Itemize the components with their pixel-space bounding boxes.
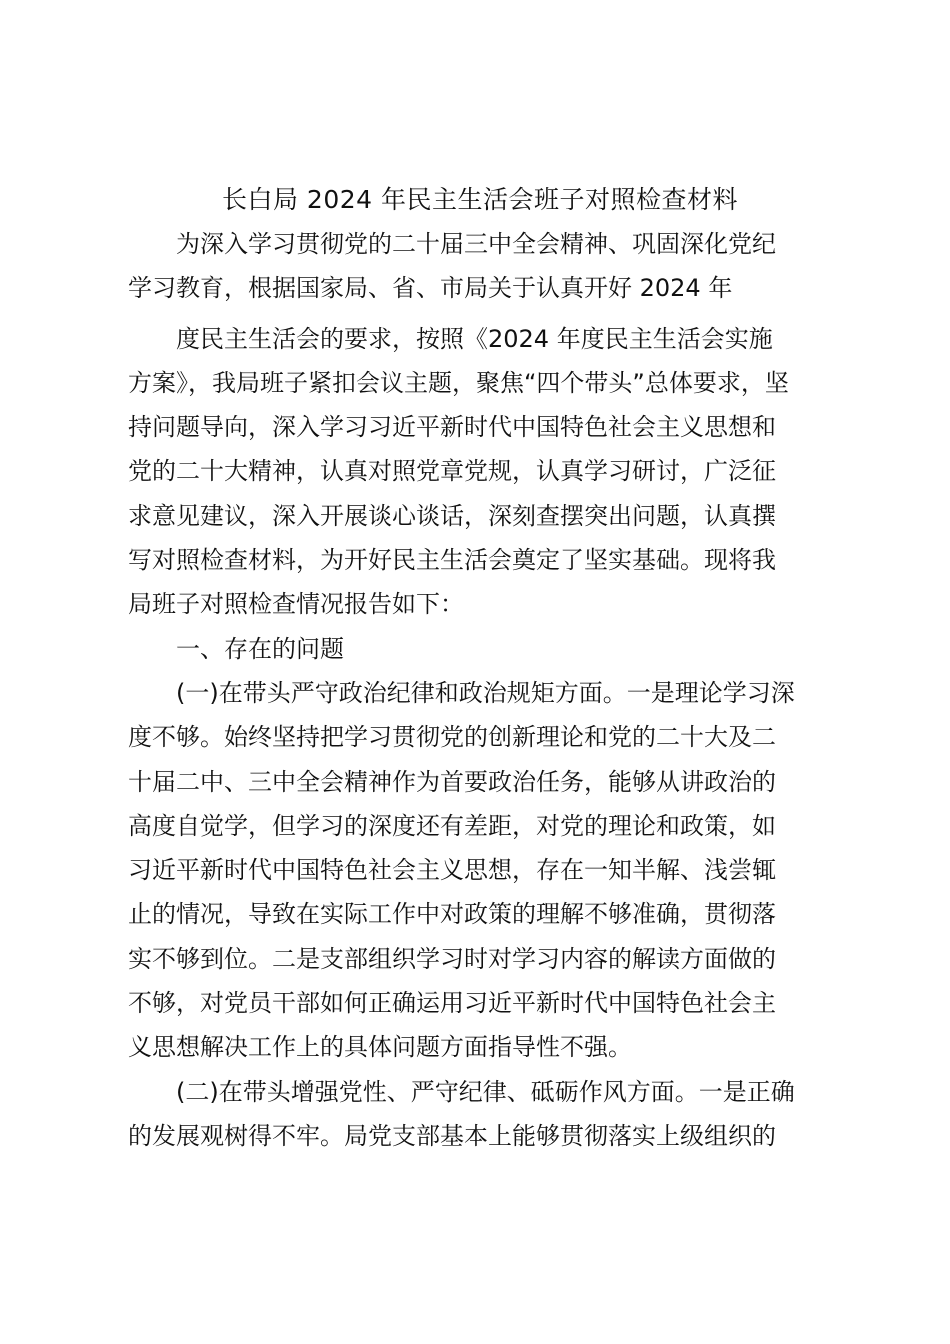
text-line: 实不够到位。二是支部组织学习时对学习内容的解读方面做的 — [128, 944, 776, 973]
section-heading: 一、存在的问题 — [176, 634, 344, 663]
text-line: 度不够。始终坚持把学习贯彻党的创新理论和党的二十大及二 — [128, 723, 776, 752]
text-line: 不够，对党员干部如何正确运用习近平新时代中国特色社会主 — [128, 989, 776, 1018]
intro-paragraph-continued — [128, 317, 822, 627]
text-line: (一)在带头严守政治纪律和政治规矩方面。一是理论学习深 — [176, 678, 795, 707]
text-line: (二)在带头增强党性、严守纪律、砥砺作风方面。一是正确 — [176, 1077, 795, 1106]
problem-item-2 — [128, 1070, 822, 1159]
document-title: 长白局 2024 年民主生活会班子对照检查材料 — [221, 185, 739, 214]
text-line: 党的二十大精神，认真对照党章党规，认真学习研讨，广泛征 — [128, 457, 776, 486]
document-body — [128, 178, 822, 1158]
text-line: 高度自觉学，但学习的深度还有差距，对党的理论和政策，如 — [128, 811, 776, 840]
text-line: 止的情况，导致在实际工作中对政策的理解不够准确，贯彻落 — [128, 900, 776, 929]
text-line: 求意见建议，深入开展谈心谈话，深刻查摆突出问题，认真撰 — [128, 501, 776, 530]
text-line: 持问题导向，深入学习习近平新时代中国特色社会主义思想和 — [128, 413, 776, 442]
text-line: 方案》，我局班子紧扣会议主题，聚焦“四个带头”总体要求，坚 — [128, 368, 789, 397]
text-line: 为深入学习贯彻党的二十届三中全会精神、巩固深化党纪 — [176, 230, 776, 258]
text-line: 度民主生活会的要求，按照《2024 年度民主生活会实施 — [176, 324, 773, 353]
text-line: 习近平新时代中国特色社会主义思想，存在一知半解、浅尝辄 — [128, 856, 776, 885]
problem-item-1 — [128, 671, 822, 1070]
text-line: 的发展观树得不牢。局党支部基本上能够贯彻落实上级组织的 — [128, 1121, 776, 1150]
text-line: 十届二中、三中全会精神作为首要政治任务，能够从讲政治的 — [128, 767, 776, 796]
text-line: 义思想解决工作上的具体问题方面指导性不强。 — [128, 1033, 632, 1062]
intro-paragraph — [128, 222, 822, 311]
text-line: 学习教育，根据国家局、省、市局关于认真开好 2024 年 — [128, 274, 733, 303]
text-line: 写对照检查材料，为开好民主生活会奠定了坚实基础。现将我 — [128, 546, 776, 575]
text-line: 局班子对照检查情况报告如下： — [128, 590, 464, 619]
